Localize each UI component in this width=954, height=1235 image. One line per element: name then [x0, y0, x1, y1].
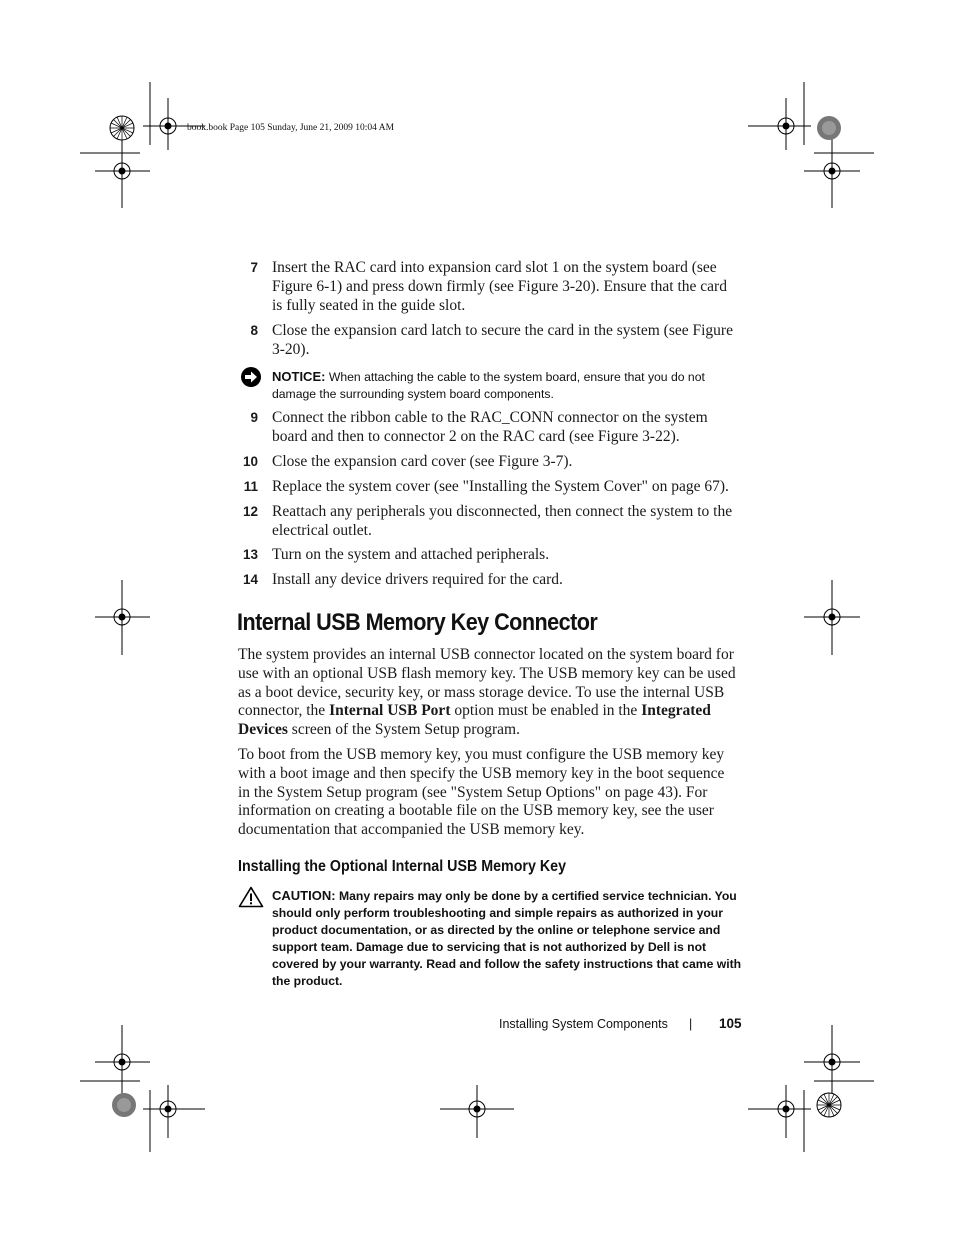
step-number: 14 — [242, 572, 258, 587]
step-7 — [238, 259, 738, 319]
step-number: 7 — [250, 260, 258, 275]
step-text: Insert the RAC card into expansion card slot 1 on the system board (see Figure 6-1) and press down firmly (see Figure 3-20). Ensure that the card is fully seated in the guide slot. — [272, 259, 727, 314]
step-number: 12 — [242, 504, 258, 519]
step-text: Close the expansion card latch to secure the card in the system (see Figure 3-20). — [272, 322, 733, 358]
step-number: 13 — [242, 547, 258, 562]
option-internal-usb-port: Internal USB Port — [329, 702, 451, 720]
caution-icon — [238, 886, 264, 908]
step-number: 11 — [243, 479, 258, 494]
paragraph-text: The system provides an internal USB connector located on the system board for use with an optional USB flash memory key. The USB memory key can be used as a boot device, security key, or mass storage device. To use the internal USB connector, the — [238, 646, 736, 720]
step-9 — [238, 409, 738, 449]
notice-label: NOTICE: — [272, 369, 326, 384]
paragraph-text: option must be enabled in the — [450, 702, 642, 720]
print-info-header: book.book Page 105 Sunday, June 21, 2009 10:04 AM — [187, 123, 395, 133]
notice-text: When attaching the cable to the system board, ensure that you do not damage the surrounding system board components. — [272, 370, 705, 401]
footer-chapter: Installing System Components — [499, 1017, 668, 1031]
notice-icon — [240, 366, 262, 388]
notice — [272, 368, 738, 403]
caution — [272, 887, 742, 990]
step-text: Close the expansion card cover (see Figure 3-7). — [272, 453, 573, 470]
step-text: Reattach any peripherals you disconnected, then connect the system to the electrical outlet. — [272, 503, 733, 539]
paragraph-text: screen of the System Setup program. — [287, 721, 520, 739]
step-text: Connect the ribbon cable to the RAC_CONN connector on the system board and then to connector 2 on the RAC card (see Figure 3-22). — [272, 409, 708, 445]
screen-integrated-devices: Integrated Devices — [238, 702, 711, 739]
section-paragraph-1 — [238, 646, 736, 740]
step-13 — [238, 546, 738, 566]
step-8 — [238, 322, 738, 362]
footer-separator: | — [689, 1017, 693, 1031]
step-number: 9 — [250, 410, 258, 425]
step-14 — [238, 571, 738, 591]
section-paragraph-2: To boot from the USB memory key, you must configure the USB memory key with a boot image and then specify the USB memory key in the boot sequence in the System Setup program (see "System Setup Options" on page 43). For information on creating a bootable file on the USB memory key, see the user documentation that accompanied the USB memory key. — [238, 746, 725, 839]
step-text: Replace the system cover (see "Installing the System Cover" on page 67). — [272, 478, 729, 495]
step-12 — [238, 503, 738, 543]
step-11 — [238, 478, 738, 498]
step-text: Install any device drivers required for the card. — [272, 571, 563, 588]
step-number: 8 — [250, 323, 258, 338]
subsection-title: Installing the Optional Internal USB Memory Key — [238, 858, 567, 875]
section-title: Internal USB Memory Key Connector — [237, 609, 598, 636]
caution-text: Many repairs may only be done by a certified service technician. You should only perform troubleshooting and simple repairs as authorized in your product documentation, or as directed by the online or telephone service and support team. Damage due to servicing that is not authorized by Dell is not covered by your warranty. Read and follow the safety instructions that came with the product. — [272, 889, 742, 988]
page-number: 105 — [719, 1016, 742, 1031]
caution-label: CAUTION: — [272, 888, 336, 903]
step-10 — [238, 453, 738, 473]
step-number: 10 — [242, 454, 258, 469]
step-text: Turn on the system and attached peripherals. — [272, 546, 550, 563]
